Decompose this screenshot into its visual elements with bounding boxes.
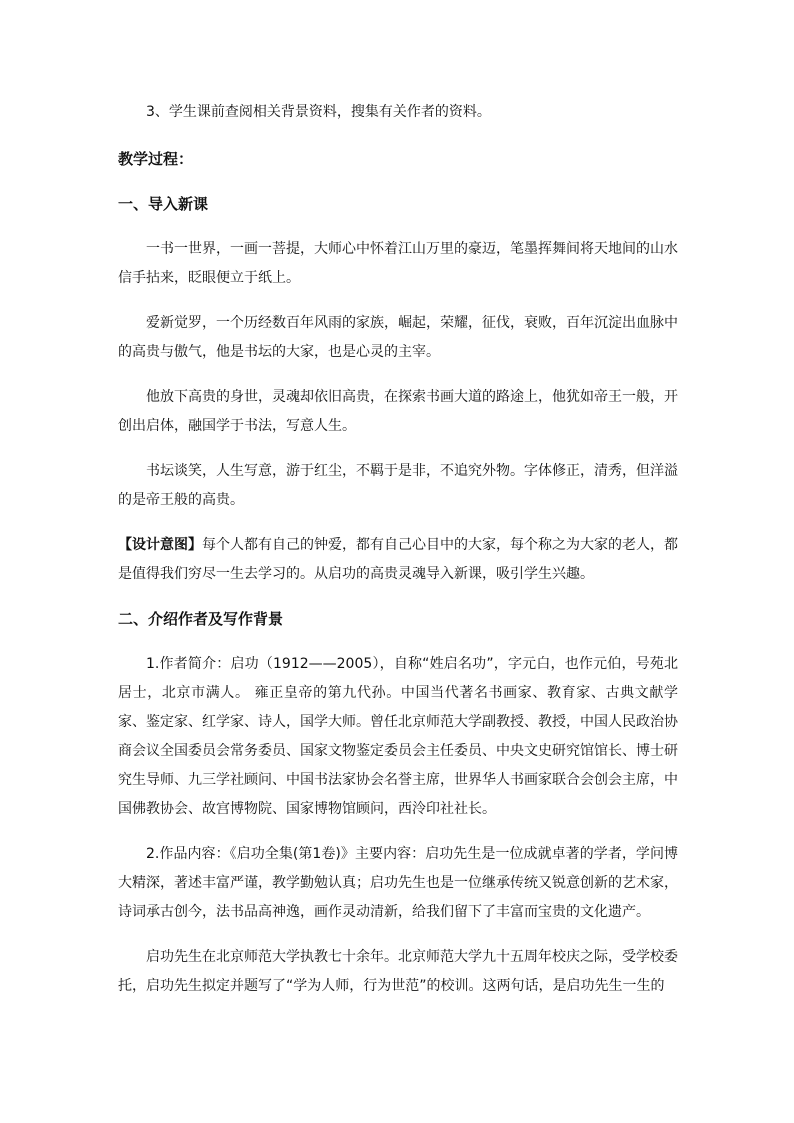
design-intent-label: 【设计意图】 [118, 537, 202, 553]
works-content-paragraph: 2.作品内容：《启功全集(第1卷)》主要内容：启功先生是一位成就卓著的学者，学问博大精深，著述丰富严谨，教学勤勉认真；启功先生也是一位继承传统又锐意创新的艺术家，诗词承古创今，法书品高神逸，画作灵动清新，给我们留下了丰富而宝贵的文化遗产。 [118, 846, 678, 920]
design-intent-paragraph [118, 531, 678, 589]
intro-paragraph-2: 爱新觉罗，一个历经数百年风雨的家族，崛起，荣耀，征伐，衰败，百年沉淀出血脉中的高贵与傲气，他是书坛的大家，也是心灵的主宰。 [118, 315, 678, 360]
section-2-heading: 二、介绍作者及写作背景 [118, 610, 284, 628]
teaching-process-heading: 教学过程： [118, 150, 194, 168]
document-body [118, 98, 678, 1001]
author-intro-paragraph: 1.作者简介：启功（1912——2005），自称“姓启名功”，字元白，也作元伯，号苑北居士，北京市满人。 雍正皇帝的第九代孙。中国当代著名书画家、教育家、古典文献学家、鉴定家、红学家、诗人，国学大师。曾任北京师范大学副教授、教授，中国人民政治协商会议全国委员会常务委员、国家文物鉴定委员会主任委员、中央文史研究馆馆长、博士研究生导师、九三学社顾问、中国书法家协会名誉主席，世界华人书画家联合会创会主席，中国佛教协会、故宫博物院、国家博物馆顾问，西泠印社社长。 [118, 656, 678, 817]
intro-paragraph-3: 他放下高贵的身世，灵魂却依旧高贵，在探索书画大道的路途上，他犹如帝王一般，开创出启体，融国学于书法，写意人生。 [118, 389, 678, 434]
prep-item-3: 3、学生课前查阅相关背景资料，搜集有关作者的资料。 [146, 104, 491, 120]
design-intent-text: 每个人都有自己的钟爱，都有自己心目中的大家，每个称之为大家的老人，都是值得我们穷尽一生去学习的。从启功的高贵灵魂导入新课，吸引学生兴趣。 [118, 537, 678, 582]
intro-paragraph-1: 一书一世界，一画一菩提，大师心中怀着江山万里的豪迈，笔墨挥舞间将天地间的山水信手拈来，眨眼便立于纸上。 [118, 241, 678, 286]
intro-paragraph-4: 书坛谈笑，人生写意，游于红尘，不羁于是非，不追究外物。字体修正，清秀，但洋溢的是帝王般的高贵。 [118, 463, 678, 508]
bnu-paragraph: 启功先生在北京师范大学执教七十余年。北京师范大学九十五周年校庆之际，受学校委托，启功先生拟定并题写了“学为人师，行为世范”的校训。这两句话，是启功先生一生的 [118, 949, 678, 994]
section-1-heading: 一、导入新课 [118, 195, 209, 213]
